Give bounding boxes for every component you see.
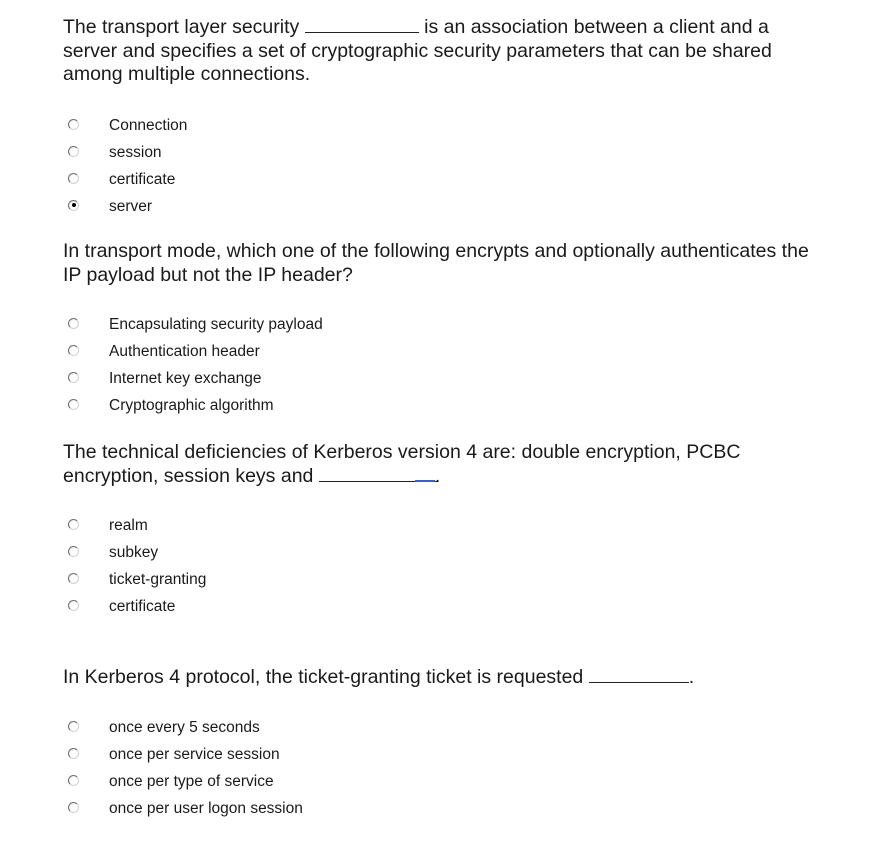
option-label: realm	[109, 517, 148, 534]
answer-blank	[589, 667, 689, 683]
option-label: once per service session	[109, 745, 280, 763]
question-3	[63, 441, 823, 625]
question-1-options	[63, 117, 823, 225]
radio-button[interactable]	[68, 573, 79, 584]
option-label: Cryptographic algorithm	[109, 397, 274, 414]
option-label: once every 5 seconds	[109, 718, 260, 736]
question-2-options	[63, 316, 823, 424]
radio-button[interactable]	[68, 318, 79, 329]
question-1	[63, 16, 823, 225]
option-cryptographic-algorithm[interactable]	[63, 397, 823, 424]
radio-button[interactable]	[68, 399, 79, 410]
option-realm[interactable]	[63, 517, 823, 544]
radio-button[interactable]	[68, 802, 79, 813]
option-label: certificate	[109, 598, 176, 615]
question-4-options	[63, 719, 823, 827]
radio-button[interactable]	[68, 372, 79, 383]
option-connection[interactable]	[63, 117, 823, 144]
question-3-text-before: The technical deficiencies of Kerberos version 4 are: double encryption, PCBC encryption, session keys and	[63, 441, 741, 487]
option-server[interactable]	[63, 198, 823, 225]
option-once-every-5-seconds[interactable]	[63, 719, 823, 746]
question-1-text-after: is an association between a client and a server and specifies a set of cryptographic security parameters that can be shared among multiple connections.	[63, 16, 772, 85]
option-label: Connection	[109, 116, 188, 134]
question-1-text	[63, 16, 823, 87]
option-subkey[interactable]	[63, 544, 823, 571]
question-3-text	[63, 441, 823, 488]
option-once-per-user-logon-session[interactable]	[63, 800, 823, 827]
radio-button[interactable]	[68, 721, 79, 732]
option-label: certificate	[109, 170, 176, 188]
question-3-text-after: .	[434, 464, 441, 487]
option-label: subkey	[109, 544, 159, 561]
question-2-text: In transport mode, which one of the following encrypts and optionally authenticates the IP payload but not the IP header?	[63, 240, 809, 286]
question-3-options	[63, 517, 823, 625]
radio-button[interactable]	[68, 119, 79, 130]
question-2	[63, 240, 823, 424]
option-label: Authentication header	[109, 343, 260, 360]
option-label: session	[109, 143, 162, 161]
option-session[interactable]	[63, 144, 823, 171]
blank-link-underline[interactable]	[415, 465, 435, 482]
radio-button[interactable]	[68, 748, 79, 759]
question-4-text-before: In Kerberos 4 protocol, the ticket-granting ticket is requested	[63, 666, 584, 688]
option-label: once per type of service	[109, 772, 274, 790]
radio-button[interactable]	[68, 345, 79, 356]
radio-button[interactable]	[68, 146, 79, 157]
option-label: once per user logon session	[109, 799, 303, 817]
option-ticket-granting[interactable]	[63, 571, 823, 598]
option-encapsulating-security-payload[interactable]	[63, 316, 823, 343]
option-once-per-service-session[interactable]	[63, 746, 823, 773]
option-label: Internet key exchange	[109, 370, 262, 387]
option-label: Encapsulating security payload	[109, 316, 323, 333]
radio-button[interactable]	[68, 600, 79, 611]
question-4-text	[63, 666, 823, 690]
radio-button[interactable]	[68, 546, 79, 557]
radio-button-selected[interactable]	[68, 200, 79, 211]
radio-button[interactable]	[68, 173, 79, 184]
question-1-text-before: The transport layer security	[63, 16, 300, 38]
option-certificate[interactable]	[63, 598, 823, 625]
option-label: server	[109, 197, 153, 215]
option-authentication-header[interactable]	[63, 343, 823, 370]
option-internet-key-exchange[interactable]	[63, 370, 823, 397]
question-4	[63, 666, 823, 827]
question-4-text-after: .	[688, 666, 695, 688]
option-once-per-type-of-service[interactable]	[63, 773, 823, 800]
option-label: ticket-granting	[109, 571, 207, 588]
radio-button[interactable]	[68, 519, 79, 530]
answer-blank	[305, 17, 419, 33]
option-certificate[interactable]	[63, 171, 823, 198]
radio-button[interactable]	[68, 775, 79, 786]
